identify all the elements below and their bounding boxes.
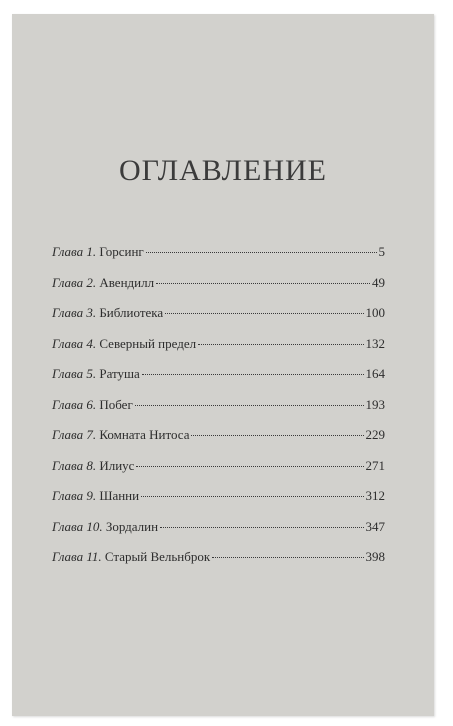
dot-leader xyxy=(156,283,370,284)
toc-entry xyxy=(52,305,385,336)
toc-entry xyxy=(52,366,385,397)
chapter-number: 5. xyxy=(86,366,97,381)
dot-leader xyxy=(198,344,363,345)
page-number: 312 xyxy=(365,488,385,503)
dot-leader xyxy=(141,496,363,497)
chapter-title: Северный предел xyxy=(99,335,197,351)
dot-leader xyxy=(191,435,363,436)
toc-list xyxy=(52,244,385,580)
chapter-title: Зордалин xyxy=(105,518,159,534)
chapter-number: 6. xyxy=(86,396,97,412)
toc-entry xyxy=(52,519,385,550)
dot-leader xyxy=(160,527,363,528)
toc-entry xyxy=(52,427,385,458)
toc-entry xyxy=(52,336,385,367)
chapter-number: 2. xyxy=(86,274,97,290)
chapter-number: 8. xyxy=(86,457,97,473)
dot-leader xyxy=(136,466,363,467)
dot-leader xyxy=(212,557,363,558)
chapter-word: Глава xyxy=(52,488,84,503)
chapter-number: 3. xyxy=(86,305,97,320)
chapter-word: Глава xyxy=(52,427,84,442)
chapter-title: Ратуша xyxy=(99,366,140,381)
page-number: 398 xyxy=(365,549,385,564)
page-number: 100 xyxy=(365,305,385,320)
chapter-title: Илиус xyxy=(99,457,135,473)
chapter-word: Глава xyxy=(52,549,84,564)
chapter-number: 9. xyxy=(86,488,97,503)
chapter-word: Глава xyxy=(52,305,84,320)
book-page xyxy=(12,14,434,716)
chapter-word: Глава xyxy=(52,274,84,290)
chapter-number: 1. xyxy=(86,244,97,259)
chapter-title: Библиотека xyxy=(99,305,164,320)
page-number: 132 xyxy=(365,335,385,351)
chapter-word: Глава xyxy=(52,457,84,473)
toc-entry xyxy=(52,458,385,489)
chapter-title: Комната Нитоса xyxy=(99,427,190,442)
toc-entry xyxy=(52,549,385,580)
chapter-title: Авендилл xyxy=(99,274,155,290)
chapter-title: Шанни xyxy=(99,488,140,503)
toc-heading: ОГЛАВЛЕНИЕ xyxy=(119,154,327,187)
toc-entry xyxy=(52,275,385,306)
chapter-word: Глава xyxy=(52,396,84,412)
chapter-title: Побег xyxy=(99,396,133,412)
dot-leader xyxy=(165,313,363,314)
toc-entry xyxy=(52,244,385,275)
chapter-number: 4. xyxy=(86,335,97,351)
chapter-title: Горсинг xyxy=(99,244,144,259)
dot-leader xyxy=(135,405,364,406)
chapter-number: 7. xyxy=(86,427,97,442)
dot-leader xyxy=(146,252,377,253)
chapter-number: 10. xyxy=(86,518,103,534)
page-number: 347 xyxy=(365,518,385,534)
page-number: 164 xyxy=(365,366,385,381)
page-number: 229 xyxy=(365,427,385,442)
page-number: 271 xyxy=(365,457,385,473)
chapter-word: Глава xyxy=(52,335,84,351)
page-number: 49 xyxy=(372,274,385,290)
chapter-word: Глава xyxy=(52,518,84,534)
chapter-title: Старый Вельнброк xyxy=(104,549,211,564)
chapter-word: Глава xyxy=(52,366,84,381)
chapter-number: 11. xyxy=(86,549,102,564)
toc-entry xyxy=(52,488,385,519)
toc-entry xyxy=(52,397,385,428)
page-number: 5 xyxy=(378,244,385,259)
page-number: 193 xyxy=(365,396,385,412)
dot-leader xyxy=(142,374,364,375)
chapter-word: Глава xyxy=(52,244,84,259)
